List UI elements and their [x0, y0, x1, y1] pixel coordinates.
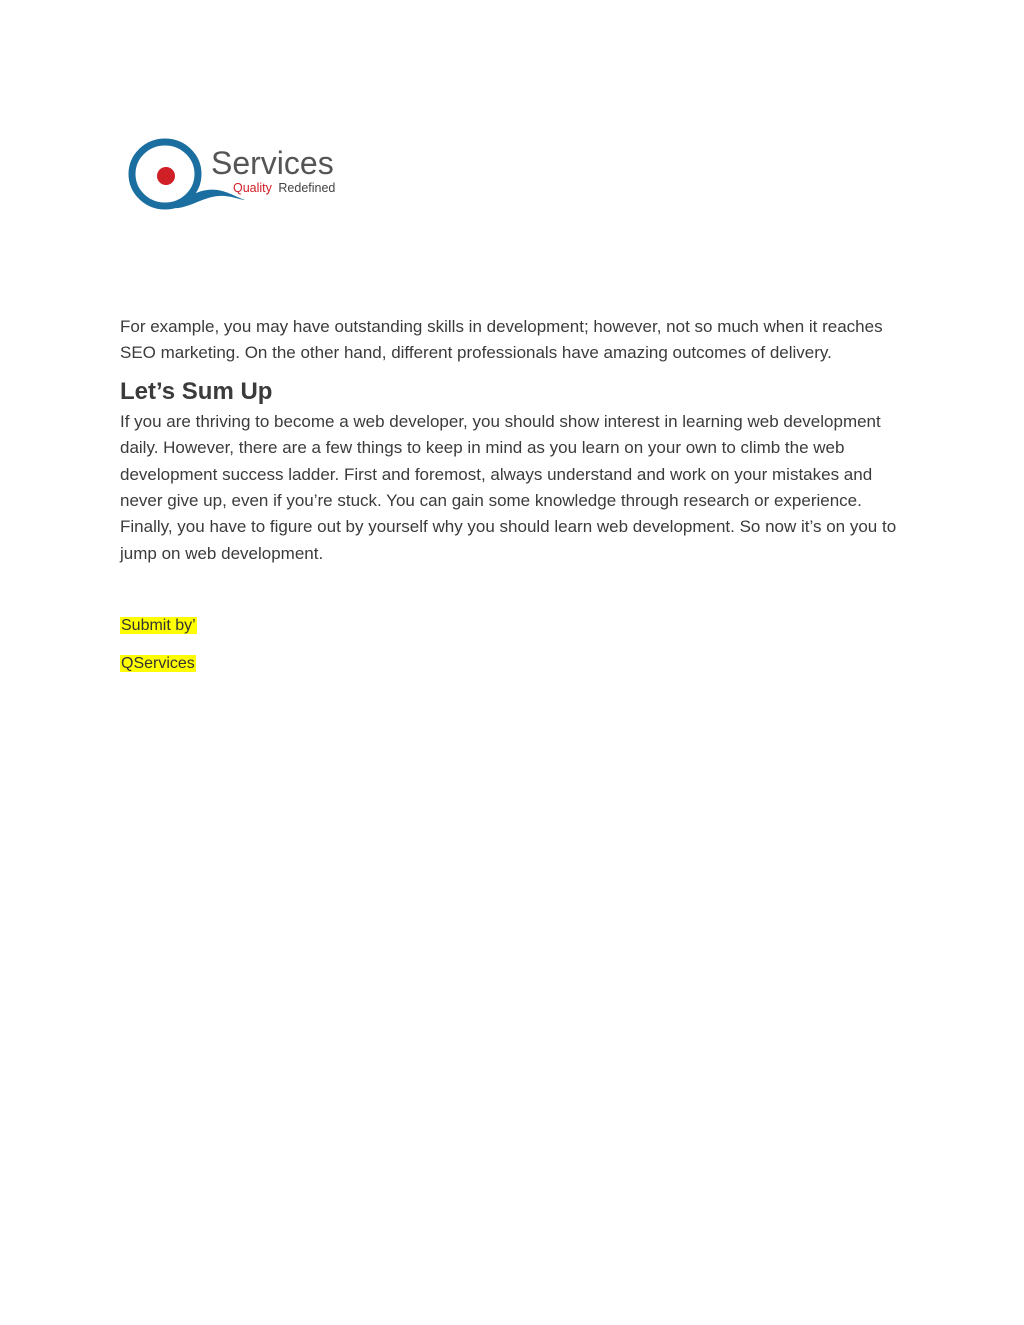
company-name: QServices	[121, 655, 195, 673]
logo-brand-text: Services	[211, 145, 334, 181]
logo-tagline-quality: Quality	[233, 181, 272, 195]
section-heading: Let’s Sum Up	[120, 377, 273, 405]
qservices-logo	[127, 138, 347, 218]
article-content	[120, 314, 906, 675]
submit-by-line	[120, 615, 906, 637]
summary-paragraph: If you are thriving to become a web developer, you should show interest in learning web development daily. However, there are a few things to keep in mind as you learn on your own to climb the web development success ladder. First and foremost, always understand and work on your mistakes and never give up, even if you’re stuck. You can gain some knowledge through research or experience. Finally, you have to figure out by yourself why you should learn web development. So now it’s on you to jump on web development.	[120, 411, 897, 563]
submit-by-label: Submit by’	[121, 617, 196, 635]
svg-text:Quality Redefined	[233, 181, 335, 195]
intro-paragraph: For example, you may have outstanding skills in development; however, not so much when it reaches SEO marketing. On the other hand, different professionals have amazing outcomes of delivery.	[120, 317, 883, 363]
company-line	[120, 653, 906, 675]
logo-tagline-redefined: Redefined	[278, 181, 336, 195]
